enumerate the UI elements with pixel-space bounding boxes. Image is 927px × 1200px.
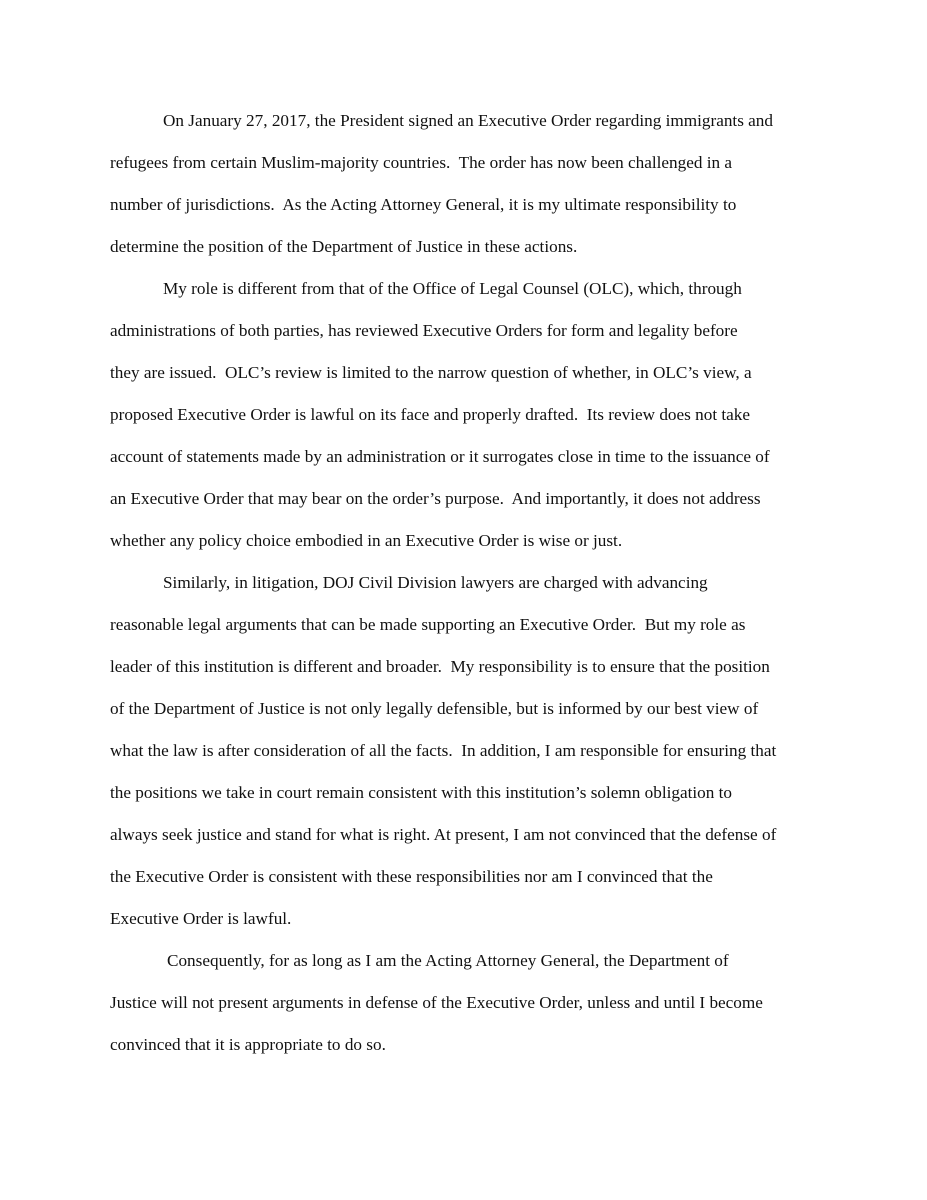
paragraph-line: convinced that it is appropriate to do so.	[110, 1035, 386, 1054]
paragraph-line: administrations of both parties, has reviewed Executive Orders for form and legality before	[110, 321, 738, 340]
paragraph-line: Consequently, for as long as I am the Acting Attorney General, the Department of	[167, 951, 729, 970]
paragraph-line: they are issued. OLC’s review is limited to the narrow question of whether, in OLC’s view, a	[110, 363, 752, 382]
paragraph-4	[110, 940, 822, 1066]
paragraph-line: Justice will not present arguments in defense of the Executive Order, unless and until I become	[110, 993, 763, 1012]
paragraph-3	[110, 562, 822, 940]
paragraph-line: Executive Order is lawful.	[110, 909, 292, 928]
paragraph-line: of the Department of Justice is not only legally defensible, but is informed by our best view of	[110, 699, 759, 718]
paragraph-line: determine the position of the Department of Justice in these actions.	[110, 237, 578, 256]
paragraph-line: whether any policy choice embodied in an Executive Order is wise or just.	[110, 531, 623, 550]
paragraph-line: what the law is after consideration of all the facts. In addition, I am responsible for ensuring that	[110, 741, 777, 760]
paragraph-line: reasonable legal arguments that can be made supporting an Executive Order. But my role as	[110, 615, 746, 634]
paragraph-line: an Executive Order that may bear on the order’s purpose. And importantly, it does not address	[110, 489, 761, 508]
paragraph-1	[110, 100, 822, 268]
letter-body	[110, 100, 822, 1066]
paragraph-line: the positions we take in court remain consistent with this institution’s solemn obligation to	[110, 783, 733, 802]
paragraph-line: number of jurisdictions. As the Acting Attorney General, it is my ultimate responsibility to	[110, 195, 737, 214]
paragraph-line: My role is different from that of the Office of Legal Counsel (OLC), which, through	[163, 279, 742, 298]
paragraph-line: proposed Executive Order is lawful on its face and properly drafted. Its review does not take	[110, 405, 751, 424]
paragraph-line: refugees from certain Muslim-majority countries. The order has now been challenged in a	[110, 153, 733, 172]
paragraph-line: On January 27, 2017, the President signed an Executive Order regarding immigrants and	[163, 111, 773, 130]
paragraph-line: always seek justice and stand for what is right. At present, I am not convinced that the defense of	[110, 825, 777, 844]
paragraph-2	[110, 268, 822, 562]
paragraph-line: the Executive Order is consistent with these responsibilities nor am I convinced that the	[110, 867, 713, 886]
paragraph-line: Similarly, in litigation, DOJ Civil Division lawyers are charged with advancing	[163, 573, 708, 592]
paragraph-line: leader of this institution is different and broader. My responsibility is to ensure that the position	[110, 657, 770, 676]
paragraph-line: account of statements made by an administration or it surrogates close in time to the issuance of	[110, 447, 770, 466]
